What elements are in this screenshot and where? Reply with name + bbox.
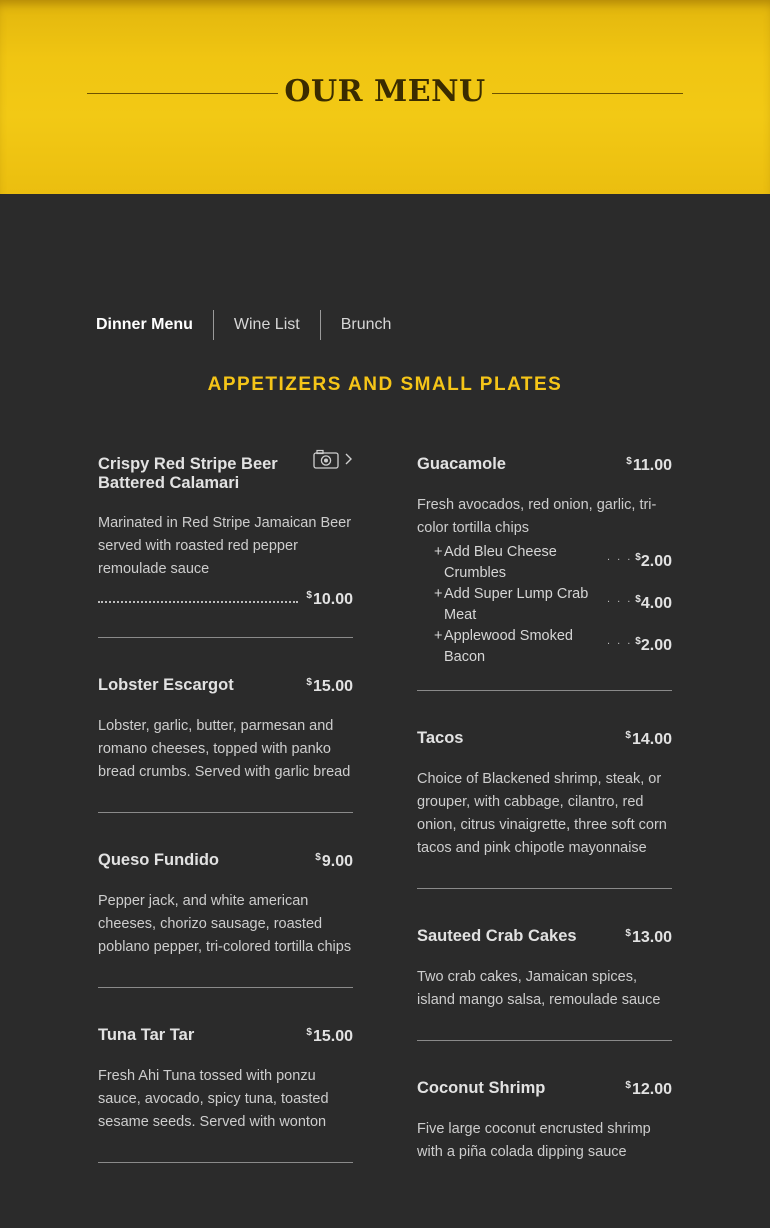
addon-plus: + bbox=[434, 544, 443, 560]
chevron-right-icon[interactable] bbox=[343, 452, 353, 466]
menu-tabs bbox=[96, 310, 411, 340]
menu-item bbox=[417, 453, 672, 691]
menu-item bbox=[417, 1077, 672, 1192]
item-price: $13.00 bbox=[625, 928, 672, 946]
menu-column-right bbox=[417, 453, 672, 1228]
page-title: OUR MENU bbox=[284, 74, 486, 109]
item-description: Lobster, garlic, butter, parmesan and romano cheeses, topped with panko bread crumbs. Served with garlic bread bbox=[98, 718, 351, 780]
item-name: Tuna Tar Tar bbox=[98, 1026, 195, 1044]
item-price: $10.00 bbox=[306, 590, 353, 608]
item-description: Pepper jack, and white american cheeses, chorizo sausage, roasted poblano pepper, tri-colored tortilla chips bbox=[98, 893, 352, 955]
item-price: $14.00 bbox=[625, 730, 672, 748]
section-title: APPETIZERS AND SMALL PLATES bbox=[207, 374, 563, 395]
menu-item bbox=[98, 1024, 353, 1163]
item-description: Five large coconut encrusted shrimp with a piña colada dipping sauce bbox=[417, 1121, 651, 1160]
item-name: Tacos bbox=[417, 729, 464, 747]
menu-item bbox=[98, 453, 353, 638]
addon-item bbox=[417, 626, 672, 668]
item-price: $12.00 bbox=[625, 1080, 672, 1098]
addon-name: Add Bleu Cheese Crumbles bbox=[444, 544, 557, 581]
item-price: $11.00 bbox=[626, 456, 672, 474]
item-name: Crispy Red Stripe Beer Battered Calamari bbox=[98, 455, 278, 492]
menu-item bbox=[417, 727, 672, 889]
camera-icon[interactable] bbox=[313, 449, 339, 469]
item-name: Sauteed Crab Cakes bbox=[417, 927, 577, 945]
addon-item bbox=[417, 584, 672, 626]
addon-plus: + bbox=[434, 628, 443, 644]
item-name: Coconut Shrimp bbox=[417, 1079, 546, 1097]
addon-price: $2.00 bbox=[635, 636, 672, 654]
item-description: Fresh Ahi Tuna tossed with ponzu sauce, avocado, spicy tuna, toasted sesame seeds. Served with wonton bbox=[98, 1068, 329, 1130]
item-description: Marinated in Red Stripe Jamaican Beer served with roasted red pepper remoulade sauce bbox=[98, 515, 352, 577]
tab-dinner-menu[interactable]: Dinner Menu bbox=[96, 316, 193, 333]
hero-banner bbox=[0, 0, 770, 194]
menu-column-left bbox=[98, 453, 353, 1199]
photo-gallery-control[interactable] bbox=[313, 449, 353, 469]
menu-item bbox=[417, 925, 672, 1041]
hero-divider-right bbox=[492, 93, 683, 94]
tab-wine-list[interactable]: Wine List bbox=[233, 316, 300, 333]
item-description: Fresh avocados, red onion, garlic, tri-color tortilla chips bbox=[417, 497, 657, 536]
item-price: $15.00 bbox=[306, 677, 353, 695]
addon-leader: . . . bbox=[607, 593, 633, 605]
item-description: Two crab cakes, Jamaican spices, island mango salsa, remoulade sauce bbox=[417, 969, 661, 1008]
menu-item bbox=[98, 849, 353, 988]
item-price: $15.00 bbox=[306, 1027, 353, 1045]
addon-item bbox=[417, 542, 672, 584]
item-name: Lobster Escargot bbox=[98, 676, 234, 694]
price-leader bbox=[98, 601, 298, 603]
addon-price: $4.00 bbox=[635, 594, 672, 612]
item-description: Choice of Blackened shrimp, steak, or grouper, with cabbage, cilantro, red onion, citrus vinaigrette, three soft corn tacos and pink chipotle mayonnaise bbox=[417, 771, 667, 856]
item-price: $9.00 bbox=[315, 852, 353, 870]
addon-leader: . . . bbox=[607, 635, 633, 647]
hero-divider-left bbox=[87, 93, 278, 94]
item-name: Queso Fundido bbox=[98, 851, 219, 869]
addon-name: Applewood Smoked Bacon bbox=[444, 628, 573, 665]
addon-price: $2.00 bbox=[635, 552, 672, 570]
addon-name: Add Super Lump Crab Meat bbox=[444, 586, 589, 623]
item-name: Guacamole bbox=[417, 455, 506, 473]
addon-plus: + bbox=[434, 586, 443, 602]
menu-item bbox=[98, 674, 353, 813]
tab-brunch[interactable]: Brunch bbox=[340, 316, 392, 333]
addon-leader: . . . bbox=[607, 551, 633, 563]
